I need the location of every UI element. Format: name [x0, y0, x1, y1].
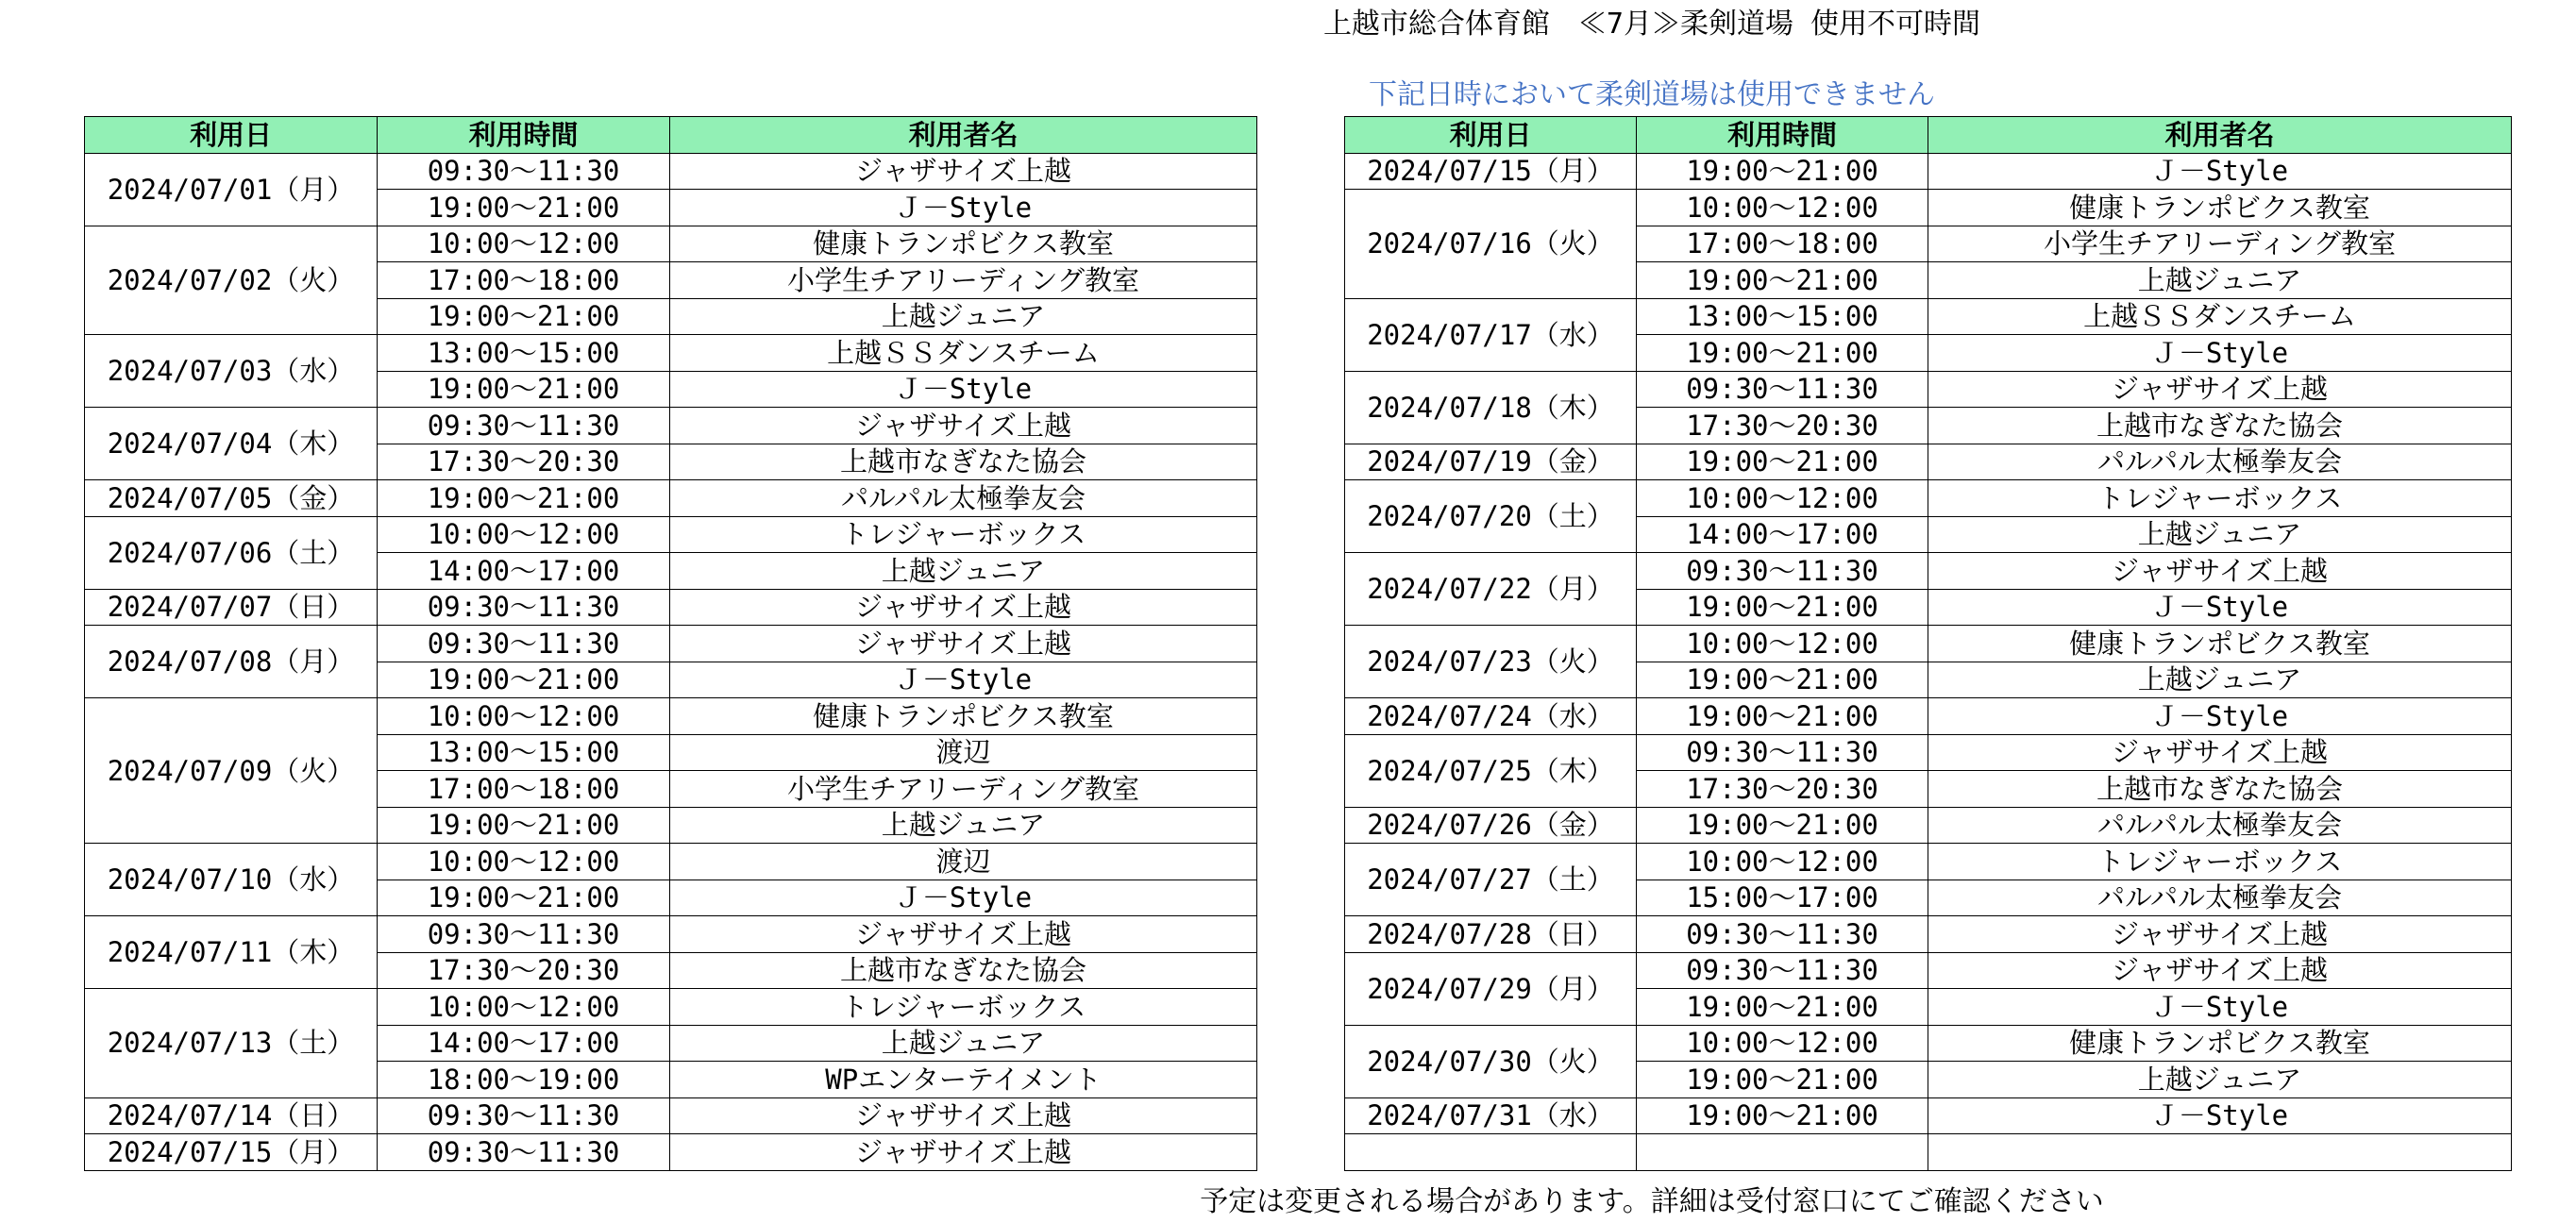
table-row	[1345, 626, 2512, 662]
header-time: 利用時間	[1637, 117, 1928, 154]
table-row	[1345, 444, 2512, 480]
time-cell: 10:00～12:00	[378, 844, 670, 880]
user-cell: 小学生チアリーディング教室	[1928, 226, 2512, 262]
table-row	[85, 626, 1257, 662]
user-cell: 健康トランポビクス教室	[670, 698, 1257, 735]
user-cell: 健康トランポビクス教室	[1928, 626, 2512, 662]
date-cell: 2024/07/13（土）	[85, 989, 378, 1098]
user-cell: 上越ジュニア	[1928, 662, 2512, 698]
header-user: 利用者名	[1928, 117, 2512, 154]
user-cell: Ｊ－Style	[670, 880, 1257, 916]
time-cell: 09:30～11:30	[1637, 371, 1928, 408]
date-cell: 2024/07/14（日）	[85, 1097, 378, 1134]
date-cell	[1345, 1134, 1637, 1171]
date-cell: 2024/07/03（水）	[85, 335, 378, 408]
user-cell: ジャザサイズ上越	[670, 153, 1257, 190]
table-row	[1345, 952, 2512, 989]
time-cell: 09:30～11:30	[1637, 952, 1928, 989]
user-cell: 上越ＳＳダンスチーム	[1928, 298, 2512, 335]
time-cell: 19:00～21:00	[1637, 698, 1928, 735]
time-cell: 19:00～21:00	[1637, 807, 1928, 844]
time-cell: 09:30～11:30	[378, 626, 670, 662]
user-cell: トレジャーボックス	[1928, 480, 2512, 517]
date-cell: 2024/07/15（月）	[85, 1134, 378, 1171]
date-cell: 2024/07/23（火）	[1345, 626, 1637, 698]
date-cell: 2024/07/30（火）	[1345, 1025, 1637, 1097]
time-cell: 09:30～11:30	[378, 589, 670, 626]
date-cell: 2024/07/01（月）	[85, 153, 378, 226]
time-cell: 09:30～11:30	[378, 153, 670, 190]
date-cell: 2024/07/22（月）	[1345, 553, 1637, 626]
date-cell: 2024/07/08（月）	[85, 626, 378, 698]
subtitle-notice: 下記日時において柔剣道場は使用できません	[1369, 78, 1935, 111]
time-cell: 09:30～11:30	[1637, 553, 1928, 590]
date-cell: 2024/07/20（土）	[1345, 480, 1637, 553]
schedule-table-left	[84, 116, 1257, 1171]
time-cell: 09:30～11:30	[1637, 916, 1928, 953]
time-cell: 17:00～18:00	[378, 262, 670, 299]
date-cell: 2024/07/11（木）	[85, 916, 378, 989]
table-row	[1345, 734, 2512, 771]
user-cell: 上越市なぎなた協会	[670, 444, 1257, 480]
user-cell: Ｊ－Style	[1928, 335, 2512, 372]
date-cell: 2024/07/29（月）	[1345, 952, 1637, 1025]
user-cell: Ｊ－Style	[1928, 153, 2512, 190]
user-cell: 渡辺	[670, 734, 1257, 771]
user-cell: 上越ジュニア	[670, 553, 1257, 590]
user-cell: 上越ジュニア	[1928, 516, 2512, 553]
user-cell: パルパル太極拳友会	[670, 480, 1257, 517]
time-cell: 17:00～18:00	[378, 771, 670, 808]
footer-note: 予定は変更される場合があります。詳細は受付窓口にてご確認ください	[1200, 1185, 2104, 1218]
time-cell: 09:30～11:30	[378, 1134, 670, 1171]
time-cell: 19:00～21:00	[1637, 989, 1928, 1026]
user-cell: Ｊ－Style	[670, 190, 1257, 226]
table-row	[85, 408, 1257, 444]
date-cell: 2024/07/31（水）	[1345, 1097, 1637, 1134]
date-cell: 2024/07/24（水）	[1345, 698, 1637, 735]
user-cell: 上越市なぎなた協会	[670, 952, 1257, 989]
user-cell: ジャザサイズ上越	[670, 589, 1257, 626]
user-cell: ジャザサイズ上越	[670, 916, 1257, 953]
table-row	[85, 226, 1257, 262]
table-row	[1345, 480, 2512, 517]
table-row	[85, 1097, 1257, 1134]
time-cell: 19:00～21:00	[1637, 662, 1928, 698]
table-row	[85, 589, 1257, 626]
date-cell: 2024/07/26（金）	[1345, 807, 1637, 844]
time-cell: 13:00～15:00	[378, 734, 670, 771]
time-cell: 17:30～20:30	[378, 952, 670, 989]
user-cell: WPエンターテイメント	[670, 1062, 1257, 1098]
date-cell: 2024/07/27（土）	[1345, 844, 1637, 916]
time-cell: 19:00～21:00	[378, 662, 670, 698]
time-cell: 19:00～21:00	[1637, 1097, 1928, 1134]
time-cell: 19:00～21:00	[1637, 153, 1928, 190]
time-cell: 18:00～19:00	[378, 1062, 670, 1098]
user-cell: 上越ジュニア	[1928, 262, 2512, 299]
date-cell: 2024/07/04（木）	[85, 408, 378, 480]
user-cell: トレジャーボックス	[670, 989, 1257, 1026]
schedule-table-right	[1344, 116, 2512, 1171]
table-row	[1345, 807, 2512, 844]
user-cell: ジャザサイズ上越	[670, 1097, 1257, 1134]
table-row	[1345, 371, 2512, 408]
table-row	[85, 1134, 1257, 1171]
user-cell: 渡辺	[670, 844, 1257, 880]
table-body-left	[85, 153, 1257, 1170]
user-cell: 上越ジュニア	[670, 1025, 1257, 1062]
time-cell: 09:30～11:30	[1637, 734, 1928, 771]
table-body-right	[1345, 153, 2512, 1170]
table-row	[85, 916, 1257, 953]
time-cell: 19:00～21:00	[378, 371, 670, 408]
user-cell: 上越ジュニア	[670, 807, 1257, 844]
date-cell: 2024/07/15（月）	[1345, 153, 1637, 190]
time-cell: 19:00～21:00	[1637, 589, 1928, 626]
table-row	[85, 989, 1257, 1026]
date-cell: 2024/07/09（火）	[85, 698, 378, 844]
header-date: 利用日	[85, 117, 378, 154]
user-cell: ジャザサイズ上越	[670, 408, 1257, 444]
user-cell: ジャザサイズ上越	[1928, 553, 2512, 590]
time-cell: 14:00～17:00	[378, 1025, 670, 1062]
table-row	[1345, 1097, 2512, 1134]
user-cell: ジャザサイズ上越	[1928, 734, 2512, 771]
table-row	[85, 844, 1257, 880]
user-cell: Ｊ－Style	[1928, 698, 2512, 735]
header-user: 利用者名	[670, 117, 1257, 154]
time-cell: 10:00～12:00	[1637, 190, 1928, 226]
time-cell: 13:00～15:00	[378, 335, 670, 372]
user-cell: トレジャーボックス	[1928, 844, 2512, 880]
user-cell: 上越市なぎなた協会	[1928, 771, 2512, 808]
user-cell: 上越ジュニア	[1928, 1062, 2512, 1098]
date-cell: 2024/07/02（火）	[85, 226, 378, 335]
time-cell: 10:00～12:00	[1637, 1025, 1928, 1062]
time-cell: 19:00～21:00	[378, 190, 670, 226]
user-cell: 上越ジュニア	[670, 298, 1257, 335]
user-cell: Ｊ－Style	[670, 662, 1257, 698]
user-cell: パルパル太極拳友会	[1928, 807, 2512, 844]
date-cell: 2024/07/17（水）	[1345, 298, 1637, 371]
time-cell: 10:00～12:00	[378, 698, 670, 735]
date-cell: 2024/07/28（日）	[1345, 916, 1637, 953]
table-row	[85, 698, 1257, 735]
time-cell: 10:00～12:00	[378, 516, 670, 553]
user-cell: ジャザサイズ上越	[670, 1134, 1257, 1171]
date-cell: 2024/07/16（火）	[1345, 190, 1637, 299]
time-cell: 19:00～21:00	[378, 880, 670, 916]
time-cell: 19:00～21:00	[378, 298, 670, 335]
user-cell: パルパル太極拳友会	[1928, 444, 2512, 480]
header-date: 利用日	[1345, 117, 1637, 154]
table-row	[1345, 153, 2512, 190]
user-cell: 上越ＳＳダンスチーム	[670, 335, 1257, 372]
time-cell: 19:00～21:00	[1637, 444, 1928, 480]
table-row	[1345, 298, 2512, 335]
date-cell: 2024/07/10（水）	[85, 844, 378, 916]
user-cell: パルパル太極拳友会	[1928, 880, 2512, 916]
table-row	[85, 516, 1257, 553]
date-cell: 2024/07/07（日）	[85, 589, 378, 626]
time-cell: 13:00～15:00	[1637, 298, 1928, 335]
user-cell: 小学生チアリーディング教室	[670, 771, 1257, 808]
user-cell: Ｊ－Style	[1928, 1097, 2512, 1134]
header-time: 利用時間	[378, 117, 670, 154]
table-row	[1345, 190, 2512, 226]
date-cell: 2024/07/25（木）	[1345, 734, 1637, 807]
user-cell: ジャザサイズ上越	[1928, 371, 2512, 408]
time-cell: 10:00～12:00	[1637, 626, 1928, 662]
time-cell: 17:00～18:00	[1637, 226, 1928, 262]
time-cell: 10:00～12:00	[378, 989, 670, 1026]
table-row	[1345, 1025, 2512, 1062]
table-header-row	[85, 117, 1257, 154]
user-cell: 健康トランポビクス教室	[1928, 190, 2512, 226]
time-cell: 17:30～20:30	[1637, 771, 1928, 808]
time-cell: 17:30～20:30	[378, 444, 670, 480]
user-cell: ジャザサイズ上越	[1928, 916, 2512, 953]
time-cell: 10:00～12:00	[1637, 844, 1928, 880]
user-cell: Ｊ－Style	[670, 371, 1257, 408]
date-cell: 2024/07/05（金）	[85, 480, 378, 517]
table-row	[1345, 1134, 2512, 1171]
table-row	[85, 335, 1257, 372]
table-row	[85, 153, 1257, 190]
time-cell	[1637, 1134, 1928, 1171]
user-cell: Ｊ－Style	[1928, 989, 2512, 1026]
time-cell: 15:00～17:00	[1637, 880, 1928, 916]
user-cell: 上越市なぎなた協会	[1928, 408, 2512, 444]
page-title: 上越市総合体育館 ≪7月≫柔剣道場 使用不可時間	[1322, 8, 1981, 41]
time-cell: 19:00～21:00	[1637, 335, 1928, 372]
user-cell: ジャザサイズ上越	[670, 626, 1257, 662]
user-cell: トレジャーボックス	[670, 516, 1257, 553]
user-cell: 健康トランポビクス教室	[1928, 1025, 2512, 1062]
user-cell: 小学生チアリーディング教室	[670, 262, 1257, 299]
time-cell: 09:30～11:30	[378, 408, 670, 444]
time-cell: 19:00～21:00	[378, 807, 670, 844]
time-cell: 19:00～21:00	[378, 480, 670, 517]
time-cell: 09:30～11:30	[378, 1097, 670, 1134]
time-cell: 14:00～17:00	[378, 553, 670, 590]
user-cell	[1928, 1134, 2512, 1171]
table-row	[1345, 553, 2512, 590]
time-cell: 10:00～12:00	[378, 226, 670, 262]
date-cell: 2024/07/06（土）	[85, 516, 378, 589]
time-cell: 19:00～21:00	[1637, 262, 1928, 299]
time-cell: 09:30～11:30	[378, 916, 670, 953]
time-cell: 17:30～20:30	[1637, 408, 1928, 444]
table-header-row	[1345, 117, 2512, 154]
table-row	[85, 480, 1257, 517]
date-cell: 2024/07/18（木）	[1345, 371, 1637, 444]
date-cell: 2024/07/19（金）	[1345, 444, 1637, 480]
user-cell: 健康トランポビクス教室	[670, 226, 1257, 262]
table-row	[1345, 916, 2512, 953]
time-cell: 14:00～17:00	[1637, 516, 1928, 553]
table-row	[1345, 698, 2512, 735]
time-cell: 10:00～12:00	[1637, 480, 1928, 517]
table-row	[1345, 844, 2512, 880]
user-cell: Ｊ－Style	[1928, 589, 2512, 626]
time-cell: 19:00～21:00	[1637, 1062, 1928, 1098]
user-cell: ジャザサイズ上越	[1928, 952, 2512, 989]
